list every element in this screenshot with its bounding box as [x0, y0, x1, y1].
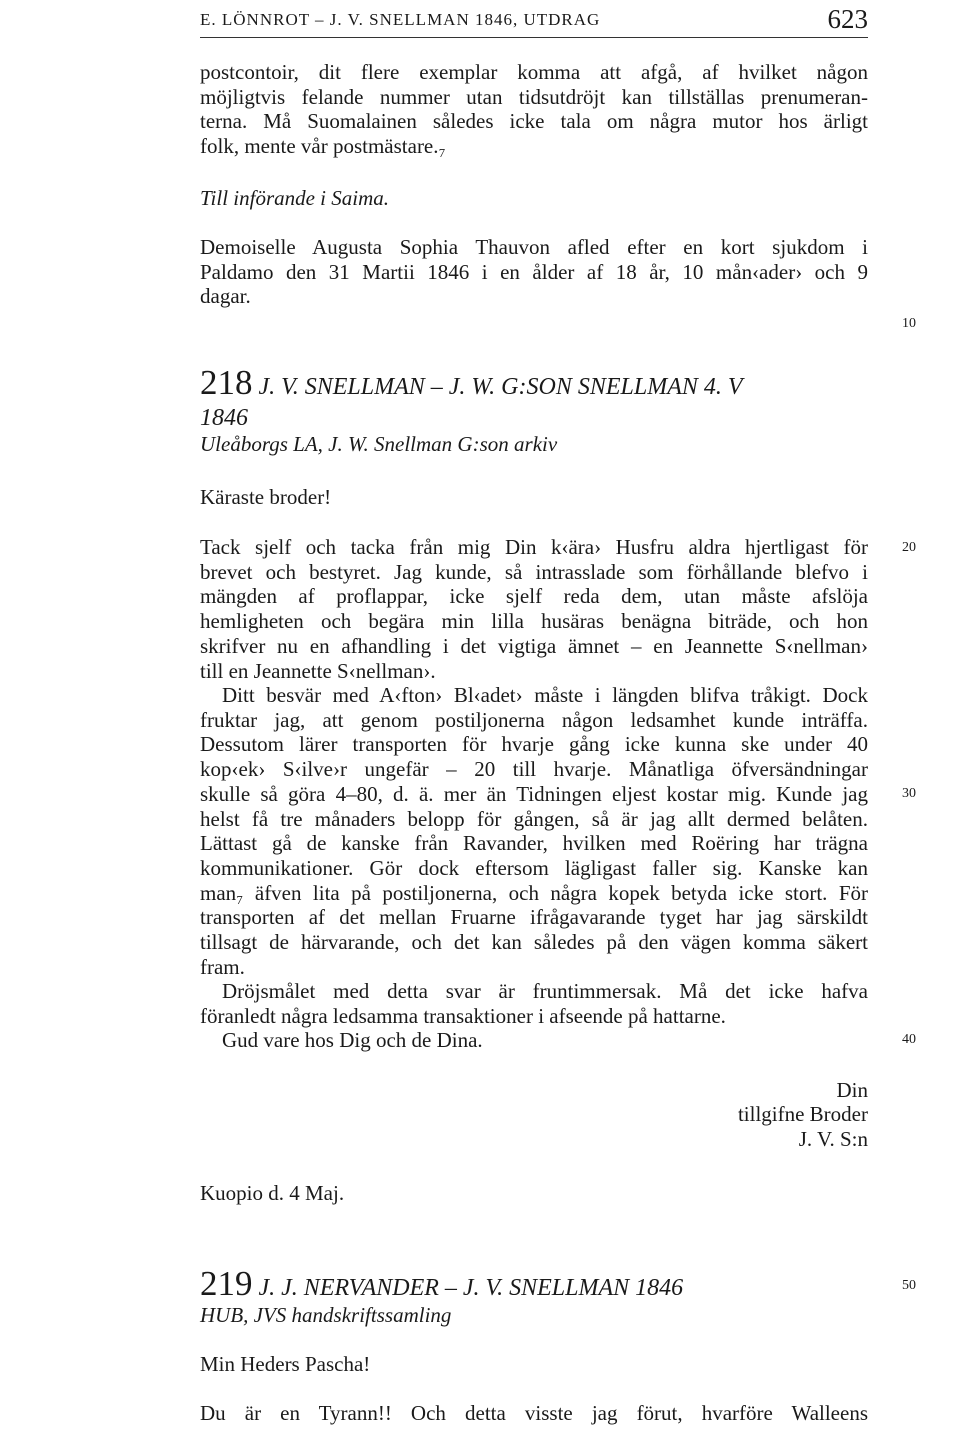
letter-218-paragraph-4: Gud vare hos Dig och de Dina.: [222, 1028, 483, 1052]
text-line: transporten af det mellan Fruarne ifrågavarande tyget har jag särskildt: [200, 905, 868, 930]
text-line: postcontoir, dit flere exemplar komma att afgå, af hvilket någon: [200, 60, 868, 84]
text-line: Demoiselle Augusta Sophia Thauvon afled efter en kort sjukdom i: [200, 235, 868, 259]
letter-number: 218: [200, 363, 253, 402]
line-number: 40: [902, 1032, 916, 1047]
letter-219-salutation: Min Heders Pascha!: [200, 1352, 371, 1376]
text-line: kommunikationer. Gör dock eftersom lägligast faller sig. Kanske kan: [200, 855, 868, 880]
header-rule: [200, 37, 868, 38]
text-line: terna. Må Suomalainen således icke tala om några mutor hos ärligt: [200, 109, 868, 134]
text-line: Lättast gå de kanske från Ravander, hvilken med Roëring har trägna: [200, 831, 868, 856]
page-number: 623: [827, 4, 868, 34]
text-line: man₇ äfven lita på postiljonerna, och några kopek betyda icke stort. För: [200, 880, 868, 905]
line-number: 20: [902, 540, 916, 555]
closing-signature: J. V. S:n: [798, 1127, 868, 1151]
text-line: Dessutom lärer transporten för hvarje gång icke kunna ske under 40: [200, 732, 868, 757]
text-line: hemligheten och begära min lilla husäras benägna biträde, och hon: [200, 609, 868, 634]
text-line: föranledt några ledsamma transaktioner i afseende på hattarne.: [200, 1003, 726, 1028]
text-line: brevet och bestyret. Jag kunde, så intrasslade som förhållande blefvo i: [200, 559, 868, 584]
text-line: folk, mente vår postmästare.₇: [200, 134, 446, 159]
text-line: Ditt besvär med A‹fton› Bl‹adet› måste i längden blifva tråkigt. Dock: [222, 683, 868, 707]
letter-title: J. V. SNELLMAN – J. W. G:SON SNELLMAN 4. V: [258, 374, 743, 400]
letter-218-paragraph-1: [200, 535, 868, 683]
letter-219-first-line: Du är en Tyrann!! Och detta visste jag förut, hvarföre Walleens: [200, 1401, 868, 1425]
closing-din: Din: [836, 1078, 868, 1102]
text-line: kop‹ek› S‹ilve›r ungefär – 20 till hvarje. Månatliga öfversändningar: [200, 757, 868, 782]
letter-number: 219: [200, 1264, 253, 1303]
letter-218-year: 1846: [200, 405, 248, 431]
text-line: fruktar jag, att genom postiljonerna någon ledsamhet kunde inträffa.: [200, 707, 868, 732]
text-line: dagar.: [200, 284, 251, 309]
running-head: E. LÖNNROT – J. V. SNELLMAN 1846, UTDRAG: [200, 10, 601, 29]
text-line: skulle så göra 4–80, d. ä. mer än Tidningen eljest kostar mig. Kunde jag: [200, 781, 868, 806]
letter-title: J. J. NERVANDER – J. V. SNELLMAN 1846: [258, 1275, 684, 1301]
text-line: Paldamo den 31 Martii 1846 i en ålder af 18 år, 10 mån‹ader› och 9: [200, 259, 868, 284]
postcontoir-paragraph: [200, 60, 868, 159]
text-line: Tack sjelf och tacka från mig Din k‹ära› Husfru aldra hjertligast för: [200, 535, 868, 559]
line-number: 10: [902, 316, 916, 331]
running-header: [200, 4, 868, 34]
line-number: 30: [902, 786, 916, 801]
text-line: till en Jeannette S‹nellman›.: [200, 658, 436, 683]
text-line: helst få tre månaders belopp för gången, så är jag allt dermed belåten.: [200, 806, 868, 831]
text-line: tillsagt de härvarande, och det kan således på den vägen komma säkert: [200, 930, 868, 955]
text-line: fram.: [200, 954, 245, 979]
text-line: Dröjsmålet med detta svar är fruntimmersak. Må det icke hafva: [222, 979, 868, 1003]
text-line: skrifver nu en afhandling i det vigtiga ämnet – en Jeannette S‹nellman›: [200, 633, 868, 658]
closing-broder: tillgifne Broder: [737, 1102, 868, 1126]
letter-218-heading: [200, 363, 743, 402]
line-number: 50: [902, 1278, 916, 1293]
letter-218-paragraph-3: [200, 979, 868, 1028]
letter-218-paragraph-2: [200, 683, 868, 979]
text-line: mängden af proflappar, icke sjelf reda dem, utan måste afslöja: [200, 584, 868, 609]
letter-218-place-date: Kuopio d. 4 Maj.: [200, 1181, 345, 1205]
letter-219-archive: HUB, JVS handskriftssamling: [200, 1303, 452, 1327]
letter-218-salutation: Käraste broder!: [200, 485, 332, 509]
demoiselle-paragraph: [200, 235, 868, 309]
letter-218-archive: Uleåborgs LA, J. W. Snellman G:son arkiv: [200, 432, 558, 456]
till-inforande-heading: Till införande i Saima.: [200, 186, 390, 210]
text-line: möjligtvis felande nummer utan tidsutdröjt kan tillställas prenumeran-: [200, 84, 868, 109]
letter-219-heading: [200, 1264, 684, 1303]
